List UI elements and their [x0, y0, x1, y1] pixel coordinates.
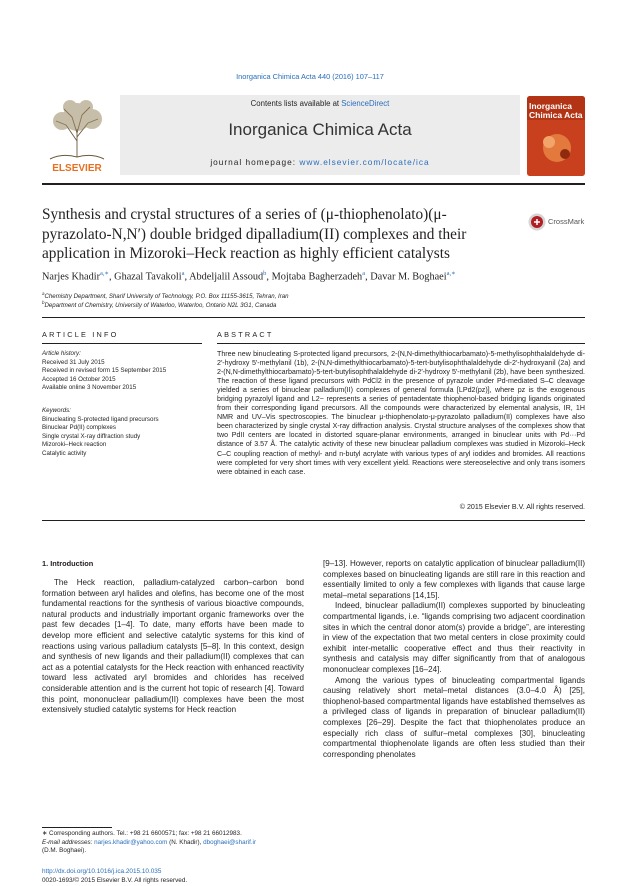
author-name[interactable]: Davar M. Boghaei [370, 271, 447, 283]
crossmark-icon [528, 213, 546, 231]
email-owner: (D.M. Boghaei). [42, 847, 87, 855]
email-owner: (N. Khadir), [167, 838, 204, 846]
keyword: Binucleating S-protected ligand precursors [42, 415, 159, 423]
email-addresses [42, 839, 304, 848]
keywords-label: Keywords: [42, 407, 71, 414]
affiliation-mark: a [42, 291, 45, 296]
contents-prefix: Contents lists available at [250, 99, 342, 108]
history-label: Article history: [42, 350, 81, 357]
keyword: Single crystal X-ray diffraction study [42, 432, 141, 440]
history-item: Accepted 16 October 2015 [42, 375, 116, 383]
crossmark-label: CrossMark [548, 217, 585, 226]
affiliation-text: Department of Chemistry, University of Waterloo, Waterloo, Ontario N2L 3G1, Canada [44, 302, 277, 310]
header-rule [42, 183, 585, 185]
keyword: Binuclear Pd(II) complexes [42, 424, 116, 432]
affiliation-rule [42, 317, 585, 318]
author-affiliation-mark[interactable]: a [362, 270, 366, 277]
footnote-rule [42, 827, 112, 828]
author-affiliation-mark[interactable]: a [181, 270, 185, 277]
keywords [42, 407, 202, 459]
intro-left-column [42, 578, 304, 716]
intro-paragraph: Among the various types of binucleating compartmental ligands causing relatively short metal–metal distances (3.0–4.0 Å) [25], thiophenol-based compartmental ligands have established themselves as a privileged class of ligands in preparation of binuclear palladium(II) complexes [26–29]. Despite the fact that thiophenolates produce an especially rich class of sulfur–metal complexes [30], binucleating compartmental thiophenolate ligands are often less studied than their corresponding phenolates [323, 675, 585, 759]
crossmark-badge[interactable] [528, 213, 588, 233]
article-info-heading: ARTICLE INFO [42, 330, 119, 339]
journal-homepage [120, 157, 520, 167]
author-list: Narjes Khadir$^{a,∗}$, Ghazal Tavakoli$^a$, Abdeljalil Assoud$^b$, Mojtaba Bagherzadeh$^a$, Davar M. Boghaei$^{a,∗}$ [42, 270, 456, 283]
issn-line: 0020-1693/© 2015 Elsevier B.V. All rights reserved. [42, 876, 188, 884]
homepage-prefix: journal homepage: [210, 157, 300, 167]
author-name[interactable]: Mojtaba Bagherzadeh [271, 271, 363, 283]
contents-line [120, 99, 520, 108]
abstract-rule [217, 343, 585, 344]
sciencedirect-link[interactable]: ScienceDirect [341, 99, 390, 108]
article-info-rule [42, 343, 202, 344]
intro-paragraph: [9–13]. However, reports on catalytic application of binuclear palladium(II) complexes based on binucleating ligands are still rare in this reaction and essentially limited to only a few complexes with ligands that cause large metal–metal separations [14,15]. [323, 559, 585, 600]
intro-right-column [323, 559, 585, 760]
history-item: Available online 3 November 2015 [42, 384, 137, 392]
author-name[interactable]: Abdeljalil Assoud [189, 271, 264, 283]
email-link[interactable]: dboghaei@sharif.ir [203, 838, 257, 846]
abstract-heading: ABSTRACT [217, 330, 274, 339]
history-item: Received in revised form 15 September 2015 [42, 367, 167, 375]
homepage-link[interactable]: www.elsevier.com/locate/ica [299, 157, 430, 167]
elsevier-logo[interactable] [42, 95, 112, 175]
author-affiliation-mark[interactable]: a,∗ [446, 270, 456, 277]
author-name[interactable]: Narjes Khadir [42, 271, 101, 283]
article-title: Synthesis and crystal structures of a series of (μ-thiophenolato)(μ-pyrazolato-N,N′) double bridged dipalladium(II) complexes and their application in Mizoroki–Heck reaction as highly efficient catalysts [42, 206, 467, 262]
doi-link[interactable]: http://dx.doi.org/10.1016/j.ica.2015.10.035 [42, 868, 162, 875]
author-name[interactable]: Ghazal Tavakoli [114, 271, 182, 283]
abstract-end-rule [42, 520, 585, 521]
intro-paragraph: The Heck reaction, palladium-catalyzed carbon–carbon bond formation between aryl halides and olefins, has become one of the most fundamental reactions for the synthesis of various bioactive compounds, natural products and industrially important organic frameworks over the past few decades [1–4]. To date, many efforts have been made to develop more efficient and selective catalytic systems for this kind of reactions using various palladium catalysts [5–8]. In this context, design and synthesis of new ligands and their palladium(II) complexes that can act as a potential catalysts for the Heck reaction with enhanced reactivity toward less activated aryl bromides and chlorides has received considerable attention and is the current hot topic of research [4]. Toward this point, mononuclear palladium(II) complexes have been the most extensively studied catalytic systems for Heck reaction [42, 578, 304, 715]
abstract-text: Three new binucleating S-protected ligand precursors, 2-(N,N-dimethylthiocarbamato)-5-methylisophthalaldehyde di-2′-hydroxy 5′-methylanil (1b), 2-(N,N-dimethylthiocarbamato)-5-tert-butylisophthalaldehyde di-2′-hydroxyanil (2a) and 2-(N,N-dimethylthiocarbamato)-5-tert-butylisophthalaldehyde di-2′-hydroxy 5′-methylanil (2b), have been synthesized. The reaction of these ligand precursors with PdCl2 in the presence of pyrazole under Pd-mediated S–C cleavage yielded a series of binuclear palladium(II) complexes of general formula [LPd2(pz)], where pz is the exogenous bridging pyrazolyl ligand and L2− represents a series of pentadentate thiophenol-based bridging ligands originated from their corresponding ligand precursors. All the compounds were characterized by elemental analysis, IR, 1H NMR and UV–Vis spectroscopies. The binuclear μ-thiophenolato-μ-pyrazolato palladium(II) complexes have also been characterized by single crystal X-ray diffraction analysis. Crystal structure analyses of the complexes show that two PdII centers are located in distorted square-planar environments, arranged in binuclear units with Pd···Pd distance of 3.57 Å. The catalytic activity of these new binuclear palladium complexes was studied in Mizoroki–Heck C–C coupling reaction of methyl- and n-butyl acrylate with various types of aryl iodides and bromides. All reactions were completed for very short times with very excellent yield. Reactions were stereoselective and only trans isomers were obtained in each case. [217, 350, 585, 476]
article-history [42, 350, 202, 393]
affiliation-mark: b [42, 300, 45, 305]
journal-title: Inorganica Chimica Acta [228, 120, 412, 139]
affiliation-a [42, 291, 542, 300]
abstract-copyright: © 2015 Elsevier B.V. All rights reserved. [459, 503, 585, 511]
intro-paragraph: Indeed, binuclear palladium(II) complexes supported by binucleating compartmental ligands, i.e. “ligands comprising two adjacent coordination sites in which the central donor atom(s) provide a bridge”, are interesting in view of the expectation that two metal centers in close proximity could exhibit inter-metallic cooperative effect and thus their reactivity in synthesis and catalysis may differ significantly from that of analogous mononuclear complexes [16–24]. [323, 601, 585, 674]
keyword: Mizoroki–Heck reaction [42, 441, 107, 449]
email-label: E-mail addresses: [42, 838, 95, 846]
author-affiliation-mark[interactable]: a,∗ [100, 270, 109, 277]
publisher-name: ELSEVIER [52, 163, 102, 174]
journal-citation[interactable]: Inorganica Chimica Acta 440 (2016) 107–117 [236, 72, 384, 81]
keyword: Catalytic activity [42, 449, 87, 457]
section-heading: 1. Introduction [42, 559, 94, 568]
elsevier-tree-icon [42, 95, 112, 175]
corresponding-authors: ∗ Corresponding authors. Tel.: +98 21 6600571; fax: +98 21 66012983. [42, 830, 242, 837]
cover-title: Inorganica Chimica Acta [529, 101, 583, 120]
corresponding-footnote [42, 830, 304, 856]
history-item: Received 31 July 2015 [42, 358, 105, 366]
email-link[interactable]: narjes.khadir@yahoo.com [94, 838, 168, 846]
author-affiliation-mark[interactable]: b [263, 270, 267, 277]
affiliation-b [42, 300, 542, 309]
affiliation-text: Chemistry Department, Sharif University of Technology, P.O. Box 11155-3615, Tehran, Iran [44, 293, 289, 301]
